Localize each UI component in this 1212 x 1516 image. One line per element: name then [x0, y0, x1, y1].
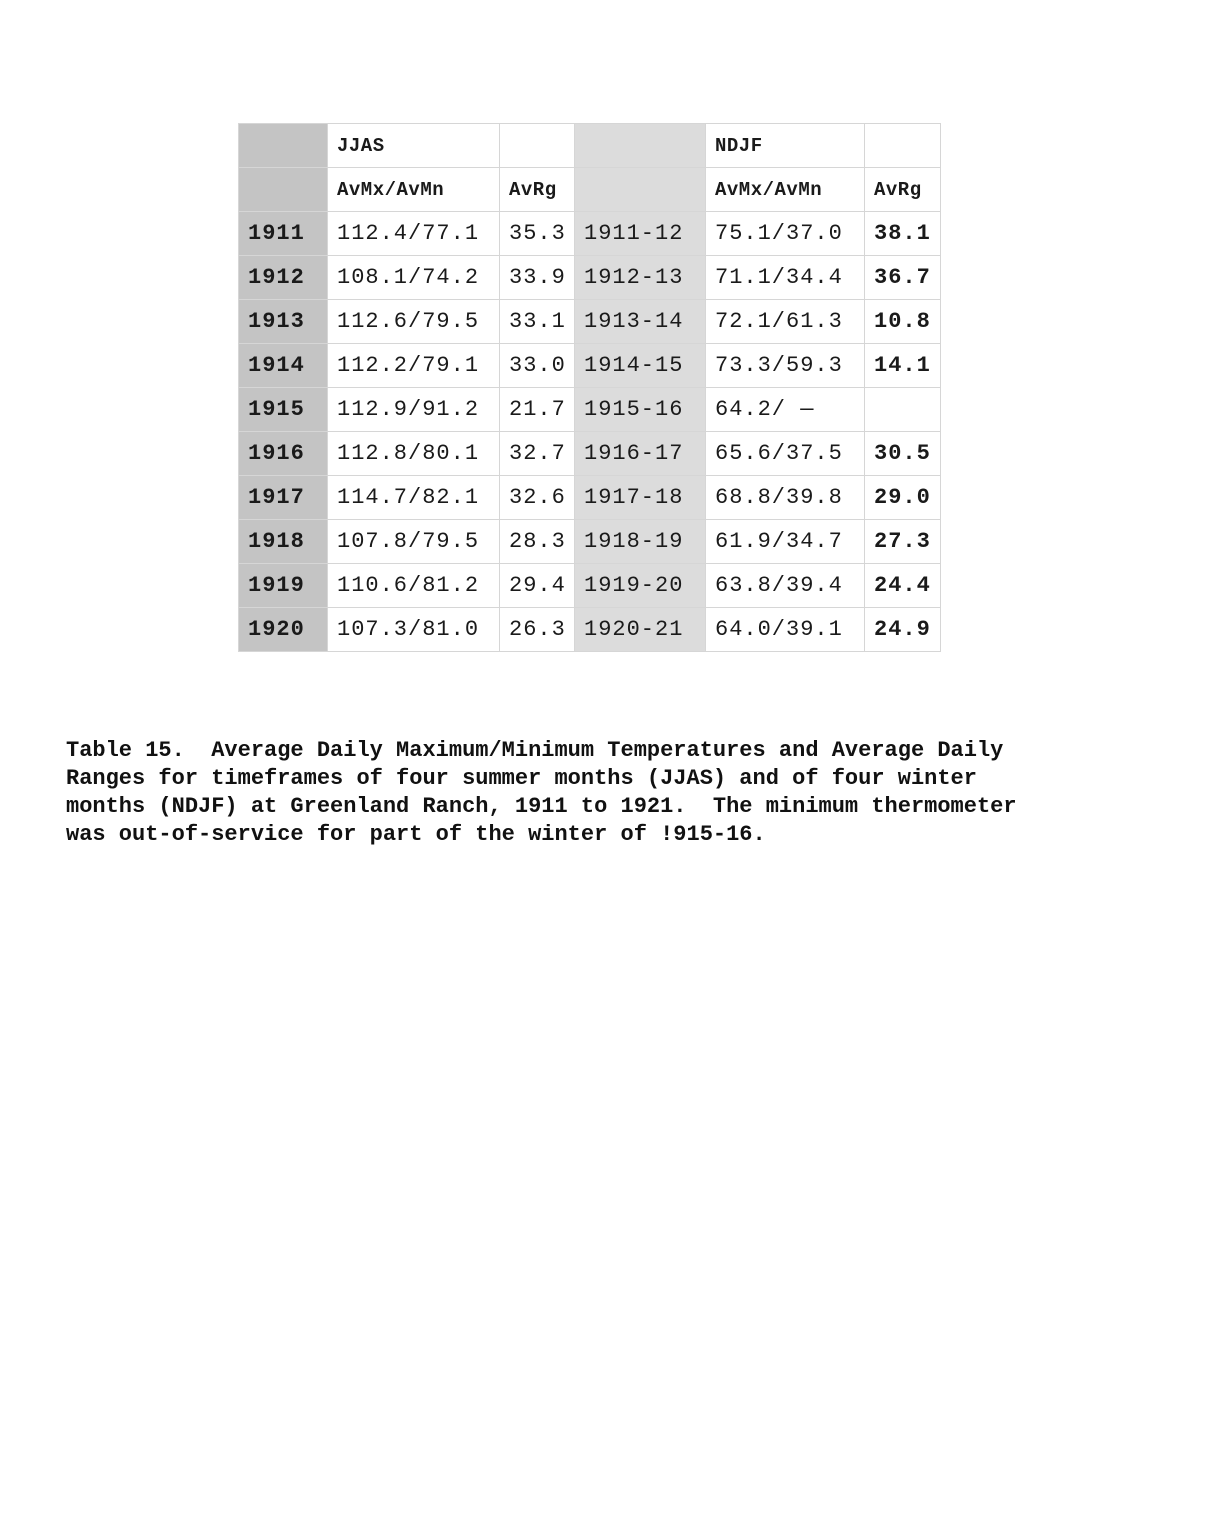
- winter-mxmn-cell: 65.6/37.5: [706, 432, 865, 476]
- winter-period-cell: 1915-16: [575, 388, 706, 432]
- winter-period-cell: 1920-21: [575, 608, 706, 652]
- table-row: [239, 476, 941, 520]
- winter-group-header: NDJF: [706, 124, 865, 168]
- table-row: [239, 432, 941, 476]
- summer-mxmn-cell: 114.7/82.1: [328, 476, 500, 520]
- table-row: [239, 608, 941, 652]
- winter-rg-cell: 30.5: [865, 432, 941, 476]
- temperature-table-container: [238, 123, 941, 652]
- year-cell: 1911: [239, 212, 328, 256]
- summer-mxmn-cell: 112.6/79.5: [328, 300, 500, 344]
- winter-mxmn-cell: 75.1/37.0: [706, 212, 865, 256]
- empty-header-cell: [575, 124, 706, 168]
- year-cell: 1917: [239, 476, 328, 520]
- header-group-row: [239, 124, 941, 168]
- winter-rg-cell: 10.8: [865, 300, 941, 344]
- year-cell: 1920: [239, 608, 328, 652]
- winter-rg-cell: 29.0: [865, 476, 941, 520]
- winter-rg-cell: 27.3: [865, 520, 941, 564]
- winter-rg-header: AvRg: [865, 168, 941, 212]
- winter-period-cell: 1911-12: [575, 212, 706, 256]
- winter-rg-cell: 24.9: [865, 608, 941, 652]
- winter-mxmn-cell: 61.9/34.7: [706, 520, 865, 564]
- summer-rg-cell: 33.0: [500, 344, 575, 388]
- table-row: [239, 212, 941, 256]
- winter-rg-cell: 14.1: [865, 344, 941, 388]
- winter-rg-cell: 24.4: [865, 564, 941, 608]
- summer-group-header: JJAS: [328, 124, 500, 168]
- winter-rg-cell: [865, 388, 941, 432]
- winter-rg-cell: 36.7: [865, 256, 941, 300]
- year-cell: 1913: [239, 300, 328, 344]
- winter-period-cell: 1912-13: [575, 256, 706, 300]
- winter-period-cell: 1916-17: [575, 432, 706, 476]
- winter-rg-cell: 38.1: [865, 212, 941, 256]
- winter-mxmn-cell: 64.2/ —: [706, 388, 865, 432]
- summer-mxmn-cell: 107.3/81.0: [328, 608, 500, 652]
- table-row: [239, 256, 941, 300]
- table-row: [239, 300, 941, 344]
- year-cell: 1912: [239, 256, 328, 300]
- table-row: [239, 520, 941, 564]
- winter-period-cell: 1919-20: [575, 564, 706, 608]
- winter-mxmn-cell: 71.1/34.4: [706, 256, 865, 300]
- table-caption: [66, 737, 1166, 849]
- year-cell: 1916: [239, 432, 328, 476]
- summer-rg-cell: 32.7: [500, 432, 575, 476]
- winter-mxmn-cell: 64.0/39.1: [706, 608, 865, 652]
- winter-period-cell: 1918-19: [575, 520, 706, 564]
- empty-header-cell: [500, 124, 575, 168]
- summer-rg-cell: 29.4: [500, 564, 575, 608]
- empty-header-cell: [865, 124, 941, 168]
- summer-rg-header: AvRg: [500, 168, 575, 212]
- temperature-table: [238, 123, 941, 652]
- summer-mxmn-cell: 107.8/79.5: [328, 520, 500, 564]
- caption-line: was out-of-service for part of the winter of !915-16.: [66, 822, 766, 847]
- winter-period-cell: 1913-14: [575, 300, 706, 344]
- summer-mxmn-cell: 112.9/91.2: [328, 388, 500, 432]
- summer-rg-cell: 35.3: [500, 212, 575, 256]
- caption-line: Table 15. Average Daily Maximum/Minimum Temperatures and Average Daily: [66, 738, 1004, 763]
- table-row: [239, 388, 941, 432]
- winter-mxmn-cell: 68.8/39.8: [706, 476, 865, 520]
- column-header-row: [239, 168, 941, 212]
- year-cell: 1919: [239, 564, 328, 608]
- winter-mxmn-cell: 72.1/61.3: [706, 300, 865, 344]
- year-cell: 1918: [239, 520, 328, 564]
- winter-period-cell: 1917-18: [575, 476, 706, 520]
- caption-line: months (NDJF) at Greenland Ranch, 1911 to 1921. The minimum thermometer: [66, 794, 1017, 819]
- corner-cell: [239, 124, 328, 168]
- summer-mxmn-cell: 108.1/74.2: [328, 256, 500, 300]
- corner-cell: [239, 168, 328, 212]
- summer-rg-cell: 33.1: [500, 300, 575, 344]
- winter-mxmn-cell: 63.8/39.4: [706, 564, 865, 608]
- year-cell: 1915: [239, 388, 328, 432]
- winter-mxmn-cell: 73.3/59.3: [706, 344, 865, 388]
- winter-mxmn-header: AvMx/AvMn: [706, 168, 865, 212]
- table-row: [239, 344, 941, 388]
- summer-mxmn-header: AvMx/AvMn: [328, 168, 500, 212]
- summer-rg-cell: 32.6: [500, 476, 575, 520]
- summer-mxmn-cell: 112.4/77.1: [328, 212, 500, 256]
- table-row: [239, 564, 941, 608]
- summer-rg-cell: 26.3: [500, 608, 575, 652]
- caption-line: Ranges for timeframes of four summer months (JJAS) and of four winter: [66, 766, 977, 791]
- winter-period-cell: 1914-15: [575, 344, 706, 388]
- summer-mxmn-cell: 112.2/79.1: [328, 344, 500, 388]
- summer-mxmn-cell: 112.8/80.1: [328, 432, 500, 476]
- summer-rg-cell: 28.3: [500, 520, 575, 564]
- summer-rg-cell: 21.7: [500, 388, 575, 432]
- summer-mxmn-cell: 110.6/81.2: [328, 564, 500, 608]
- winter-label-header: [575, 168, 706, 212]
- summer-rg-cell: 33.9: [500, 256, 575, 300]
- year-cell: 1914: [239, 344, 328, 388]
